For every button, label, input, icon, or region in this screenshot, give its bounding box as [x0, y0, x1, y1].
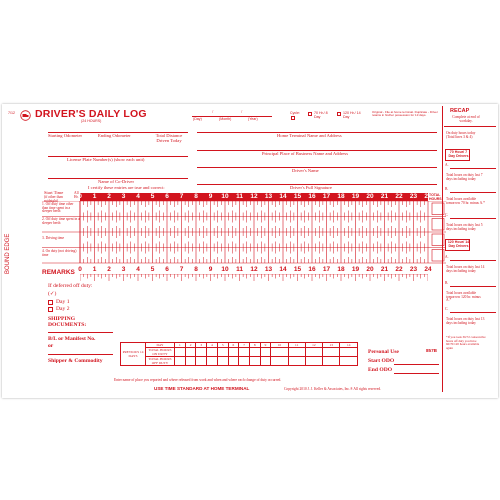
copyright: Copyright 2010 J. J. Keller & Associates, Inc.® All rights reserved. [284, 387, 382, 391]
recap-70-box: 70 Hour/ 7 Day Drivers [445, 149, 470, 161]
hour-label: 19 [351, 193, 360, 200]
log-sheet: 7/12 DRIVER'S DAILY LOG (24 HOURS) (Day) (Month) (Year) / / Cycle: 70 Hr./ 8 Day 120 Hr./ 14 Day Original - File at home terminal. Duplicate - Driver retains in his/her possession for 13 days. Starting Odometer Ending Odometer Total Distance Driven Today Home Terminal Name and Address License Plate Number(s) (show each unit) Principal Place of Business Name and Address Driver's Name Name of Co-Driver I certify these entries are true and correct: Driver's Full Signature Start Time (if other than midnight) All Hr. 0 1 2 3 4 5 6 7 8 9 10 11 12 13 14 15 16 17 18 19 20 21 22 23 24 TOTAL HOURS 1. Off duty time other than time spent in a sleeper berth 2. Off duty time spent in a sleeper berth 3. Driving time 4. On duty (not driving) time BOUND EDGE REMARKS 0 1 2 3 4 5 6 7 8 9 10 11 12 13 14 15 16 17 18 19 20 21 22 23 24 If deferred off duty: (✓) Day 1 Day 2 SHIPPING DOCUMENTS: B/L or Manifest No. or Shipper & Commodity PREVIOUS 14 DAYS DAY 1 2 3 4 5 6 7 8 9 10 11 12 13 14 TOTAL HOURS ON DUTY TOTAL HOURS OFF DUTY Personal Use 857B Start ODO End ODO Enter name of place you reported and where released from work and when and where each change of duty occurred. USE TIME STANDARD AT HOME TERMINAL Copyright 2010 J. J. Keller & Associates, Inc.® All rights reserved. RECAP Complete at end of workday. On duty hours today (Total lines 3 & 4) 70 Hour/ 7 Day Drivers A. Total hours on duty last 7 days including today B. Total hours available tomorrow 70 hr. minus A.* C. Total hours on duty last 5 days including today 120 Hour/ 14 Day Drivers A. Total hours on duty last 14 days including today B. Total hours available tomorrow 120 hr. minus A.* C. Total hours on duty last 13 days including today *If you took 36/72 consecutive hours off duty you have 60/70/120 hours available again [2, 104, 498, 398]
duty-grid[interactable] [42, 201, 447, 264]
certify-label: I certify these entries are true and correct: [88, 185, 165, 190]
hour-label: 6 [165, 193, 169, 200]
recap-a-label: A. [445, 163, 449, 167]
hour-label: 11 [236, 193, 243, 200]
recap-title: RECAP [450, 108, 470, 114]
original-note: Original - File at home terminal. Duplicate - Driver retains in his/her possession for 13 days. [372, 110, 438, 118]
hour-labels-bottom [78, 266, 432, 274]
hour-label: 23 [409, 266, 418, 273]
truck-icon [20, 109, 31, 120]
prev-days-label: PREVIOUS 14 DAYS [121, 343, 146, 366]
hour-label: 24 [424, 266, 432, 273]
cycle-70-checkbox[interactable] [291, 116, 295, 120]
codriver-label: Name of Co-Driver [98, 179, 134, 184]
hour-label: 20 [366, 193, 374, 200]
recap-subtitle: Complete at end of workday. [452, 115, 480, 123]
restart-note: *If you took 36/72 consecutive hours off duty you have 60/70/120 hours available again [446, 335, 486, 351]
off-duty-row-label: TOTAL HOURS OFF DUTY [146, 357, 175, 366]
driver-name-label: Driver's Name [292, 168, 319, 173]
cycle-70-box[interactable] [308, 112, 312, 116]
hour-label: 3 [121, 266, 126, 273]
home-terminal-label: Home Terminal Name and Address [277, 133, 342, 138]
hour-label: 20 [366, 266, 374, 273]
license-plate-label: License Plate Number(s) (show each unit) [67, 157, 145, 162]
starting-odometer-label: Starting Odometer [48, 133, 83, 138]
hour-label: 7 [179, 193, 184, 200]
day1-checkbox[interactable] [48, 300, 53, 305]
hour-label: 18 [337, 193, 345, 200]
start-time-sub: (if other than midnight) [44, 195, 63, 203]
hour-label: 19 [351, 266, 360, 273]
total-distance-label: Total Distance Driven Today [155, 133, 183, 143]
recap-120-box: 120 Hour/ 14 Day Drivers [445, 239, 470, 251]
date-month-label: (Month) [219, 117, 232, 121]
cycle-70-label: 70 Hr./ 8 Day [314, 111, 328, 119]
hour-label: 6 [165, 266, 169, 273]
all-hours-label: All Hr. [74, 191, 79, 199]
remarks-label: REMARKS [42, 269, 75, 276]
day1-label: Day 1 [56, 299, 70, 305]
hour-label: 2 [107, 193, 111, 200]
recap-b2-label: B. [445, 281, 449, 285]
hour-label: 21 [380, 193, 389, 200]
on-duty-today-note: On duty hours today (Total lines 3 & 4) [446, 131, 476, 139]
recap-b-label: B. [445, 187, 449, 191]
hour-label: 1 [92, 266, 97, 273]
hour-label: 22 [395, 193, 403, 200]
hour-label: 17 [322, 193, 331, 200]
log-subtitle: (24 HOURS) [81, 119, 102, 123]
form-number: 7/12 [8, 111, 15, 115]
hour-label: 2 [107, 266, 111, 273]
hour-label: 16 [308, 266, 316, 273]
hour-label: 10 [221, 266, 229, 273]
hour-label: 3 [121, 193, 126, 200]
bound-edge-label: BOUND EDGE [5, 233, 11, 274]
hour-label: 21 [380, 266, 389, 273]
hour-label: 7 [179, 266, 184, 273]
day2-label: Day 2 [56, 306, 70, 312]
row-sleeper-label: 2. Off duty time spent in a sleeper berth [42, 217, 80, 225]
end-odo-label: End ODO [368, 367, 393, 373]
hour-label: 13 [264, 193, 273, 200]
hour-label: 12 [250, 193, 258, 200]
total-hours-label: TOTAL HOURS [429, 193, 442, 201]
hour-label: 0 [78, 266, 82, 273]
hour-label: 23 [409, 193, 418, 200]
log-title: DRIVER'S DAILY LOG [35, 108, 147, 120]
hour-label: 13 [264, 266, 273, 273]
hour-label: 22 [395, 266, 403, 273]
recap-b-note: Total hours available tomorrow 70 hr. minus A.* [446, 197, 485, 205]
hour-label: 16 [308, 193, 316, 200]
row-off-duty-label: 1. Off duty time other than time spent in a sleeper berth [42, 202, 74, 214]
recap-b2-note: Total hours available tomorrow 120 hr. minus A.* [446, 291, 481, 303]
hour-label: 15 [293, 266, 302, 273]
cycle-120-label: 120 Hr./ 14 Day [343, 111, 361, 119]
hour-label: 24 [424, 193, 432, 200]
principal-place-label: Principal Place of Business Name and Address [262, 151, 348, 156]
date-day-label: (Day) [193, 117, 202, 121]
hour-label: 9 [208, 266, 213, 273]
hour-label: 14 [279, 193, 287, 200]
hour-labels-top [78, 193, 432, 201]
hour-label: 4 [136, 266, 140, 273]
shipper-label: Shipper & Commodity [48, 358, 103, 364]
hour-label: 9 [208, 193, 213, 200]
shipping-label: SHIPPING DOCUMENTS: [48, 316, 87, 329]
hour-label: 11 [236, 266, 243, 273]
recap-a2-label: A. [445, 255, 449, 259]
start-time-label: Start Time [44, 190, 64, 195]
recap-c-label: C. [445, 213, 449, 217]
day2-checkbox[interactable] [48, 307, 53, 312]
hour-label: 14 [279, 266, 287, 273]
bl-label: B/L or Manifest No. or [48, 336, 96, 350]
date-year-label: (Year) [248, 117, 258, 121]
recap-c2-note: Total hours on duty last 13 days including today [446, 317, 485, 325]
hour-label: 15 [293, 193, 302, 200]
hour-label: 10 [221, 193, 229, 200]
row-on-duty-label: 4. On duty (not driving) time [42, 249, 77, 257]
hour-label: 8 [194, 266, 198, 273]
enter-note: Enter name of place you reported and where released from work and when and where each change of duty occurred. [114, 378, 282, 382]
signature-label: Driver's Full Signature [290, 185, 332, 190]
hour-label: 17 [322, 266, 331, 273]
hour-label: 5 [150, 193, 155, 200]
hour-label: 18 [337, 266, 345, 273]
day-label: DAY [146, 343, 175, 348]
start-odo-label: Start ODO [368, 358, 395, 364]
hour-label: 12 [250, 266, 258, 273]
recap-c2-label: C. [445, 307, 449, 311]
ending-odometer-label: Ending Odometer [98, 133, 131, 138]
personal-use-label: Personal Use [368, 349, 399, 355]
cycle-label: Cycle: [290, 111, 300, 115]
recap-a2-note: Total hours on duty last 14 days including today [446, 265, 485, 273]
hour-label: 0 [78, 193, 82, 200]
time-standard-label: USE TIME STANDARD AT HOME TERMINAL [154, 386, 250, 391]
hour-label: 4 [136, 193, 140, 200]
cycle-120-box[interactable] [337, 112, 341, 116]
recap-c-note: Total hours on duty last 5 days including today [446, 223, 483, 231]
deferred-label: If deferred off duty: [48, 283, 93, 289]
previous-days-table: PREVIOUS 14 DAYS DAY 1 2 3 4 5 6 7 8 9 10 11 12 13 14 TOTAL HOURS ON DUTY TOTAL HOURS OFF DUTY [120, 342, 358, 366]
form-code: 857B [426, 348, 437, 353]
on-duty-row-label: TOTAL HOURS ON DUTY [146, 348, 175, 357]
hour-label: 1 [92, 193, 97, 200]
recap-a-note: Total hours on duty last 7 days including today [446, 173, 483, 181]
remarks-ticks [80, 274, 428, 282]
row-driving-label: 3. Driving time [42, 236, 65, 240]
hour-label: 5 [150, 266, 155, 273]
hour-label: 8 [194, 193, 198, 200]
